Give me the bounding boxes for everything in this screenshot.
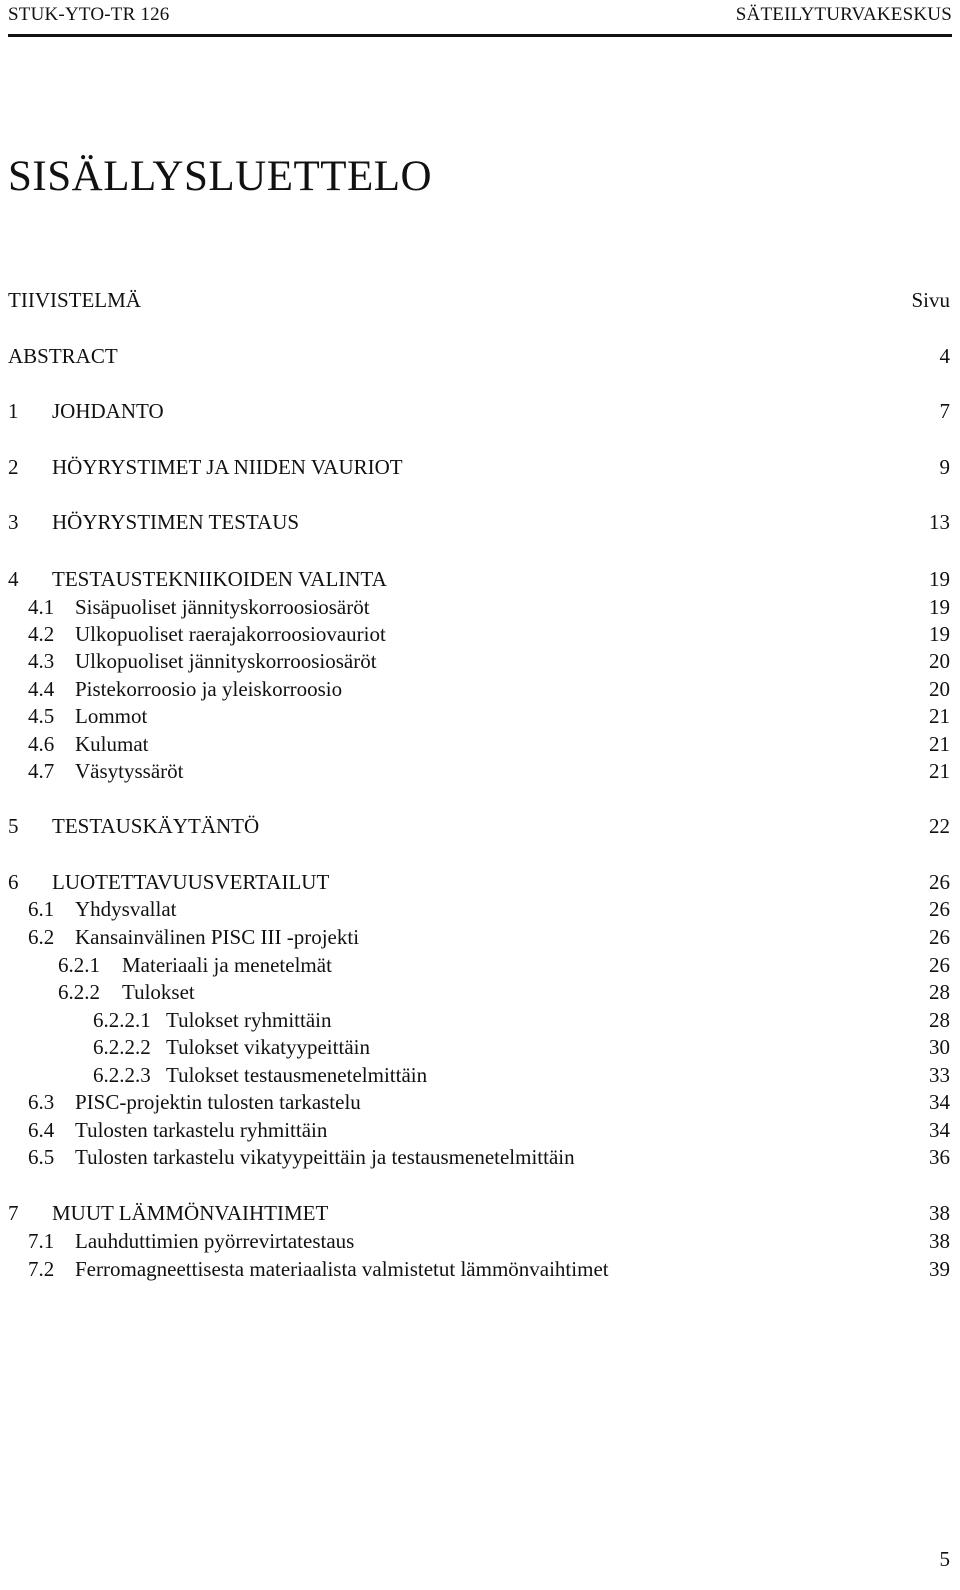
toc-entry-page: 4 bbox=[939, 344, 950, 368]
toc-entry-page: 20 bbox=[929, 649, 950, 673]
toc-entry bbox=[8, 1034, 950, 1060]
toc-entry-number: 4.1 bbox=[28, 595, 55, 619]
toc-entry-page: 19 bbox=[929, 595, 950, 619]
page-number: 5 bbox=[939, 1547, 950, 1571]
toc-entry-number: 5 bbox=[8, 814, 19, 838]
toc-entry-page: 7 bbox=[939, 399, 950, 423]
toc-entry-page: 19 bbox=[929, 622, 950, 646]
toc-entry bbox=[8, 1089, 950, 1115]
toc-entry-number: 4.3 bbox=[28, 649, 55, 673]
toc-entry bbox=[8, 813, 950, 839]
toc-entry-page: 26 bbox=[929, 870, 950, 894]
toc-entry-number: 4.4 bbox=[28, 677, 55, 701]
toc-entry-title: ABSTRACT bbox=[8, 344, 118, 368]
toc-entry-number: 4.5 bbox=[28, 704, 55, 728]
toc-entry-number: 6.4 bbox=[28, 1118, 55, 1142]
toc-entry-page: 19 bbox=[929, 567, 950, 591]
toc-entry-page: 9 bbox=[939, 455, 950, 479]
toc-entry-number: 6.2.2 bbox=[58, 980, 100, 1004]
toc-entry-title: Väsytyssäröt bbox=[75, 759, 184, 783]
toc-entry-title: Ulkopuoliset jännityskorroosiosäröt bbox=[75, 649, 377, 673]
toc-entry bbox=[8, 454, 950, 480]
toc-entry-title: Ulkopuoliset raerajakorroosiovauriot bbox=[75, 622, 386, 646]
toc-entry bbox=[8, 1256, 950, 1282]
toc-entry-title: Lommot bbox=[75, 704, 148, 728]
toc-entry bbox=[8, 869, 950, 895]
toc-entry-page: 34 bbox=[929, 1090, 950, 1114]
toc-entry-number: 4.6 bbox=[28, 732, 55, 756]
toc-entry-number: 6.2.2.2 bbox=[93, 1035, 151, 1059]
toc-entry-title: Tulosten tarkastelu ryhmittäin bbox=[75, 1118, 328, 1142]
toc-entry-title: Kulumat bbox=[75, 732, 149, 756]
toc-entry-number: 6.2 bbox=[28, 925, 55, 949]
toc-entry-page: 13 bbox=[929, 510, 950, 534]
toc-entry-title: Tulokset ryhmittäin bbox=[166, 1008, 332, 1032]
toc-entry-number: 7.2 bbox=[28, 1257, 55, 1281]
toc-entry-page: 28 bbox=[929, 980, 950, 1004]
toc-entry-page: 21 bbox=[929, 732, 950, 756]
toc-entry-number: 6.2.2.3 bbox=[93, 1063, 151, 1087]
toc-entry-number: 4.7 bbox=[28, 759, 55, 783]
toc-entry bbox=[8, 594, 950, 620]
header-rule bbox=[8, 34, 952, 37]
toc-entry-title: TIIVISTELMÄ bbox=[8, 288, 141, 312]
toc-entry-title: Pistekorroosio ja yleiskorroosio bbox=[75, 677, 343, 701]
toc-entry-number: 2 bbox=[8, 455, 19, 479]
toc-entry bbox=[8, 896, 950, 922]
toc-entry-page: 21 bbox=[929, 759, 950, 783]
toc-entry-page: 39 bbox=[929, 1257, 950, 1281]
toc-entry-page: 21 bbox=[929, 704, 950, 728]
toc-entry-page: 38 bbox=[929, 1229, 950, 1253]
toc-entry-page: 26 bbox=[929, 925, 950, 949]
toc-entry-page: 30 bbox=[929, 1035, 950, 1059]
toc-entry bbox=[8, 1007, 950, 1033]
toc-entry-title: MUUT LÄMMÖNVAIHTIMET bbox=[52, 1201, 329, 1225]
toc-entry-page: 36 bbox=[929, 1145, 950, 1169]
toc-entry bbox=[8, 343, 950, 369]
toc-entry-number: 6 bbox=[8, 870, 19, 894]
toc-entry-number: 3 bbox=[8, 510, 19, 534]
toc-entry-number: 6.2.1 bbox=[58, 953, 100, 977]
toc-entry-title: TESTAUSKÄYTÄNTÖ bbox=[52, 814, 260, 838]
toc-entry bbox=[8, 979, 950, 1005]
toc-entry-title: Yhdysvallat bbox=[75, 897, 177, 921]
toc-entry bbox=[8, 952, 950, 978]
toc-entry bbox=[8, 509, 950, 535]
toc-entry-page: 20 bbox=[929, 677, 950, 701]
toc-entry bbox=[8, 1117, 950, 1143]
toc-entry bbox=[8, 1062, 950, 1088]
running-header-right: SÄTEILYTURVAKESKUS bbox=[735, 4, 952, 25]
toc-entry-number: 6.5 bbox=[28, 1145, 55, 1169]
toc-entry-number: 4.2 bbox=[28, 622, 55, 646]
toc-entry bbox=[8, 703, 950, 729]
toc-entry bbox=[8, 1200, 950, 1226]
toc-entry-number: 6.1 bbox=[28, 897, 55, 921]
toc-entry-title: Lauhduttimien pyörrevirtatestaus bbox=[75, 1229, 355, 1253]
toc-entry bbox=[8, 566, 950, 592]
running-header-left: STUK-YTO-TR 126 bbox=[8, 4, 170, 25]
toc-entry bbox=[8, 621, 950, 647]
toc-entry bbox=[8, 648, 950, 674]
toc-entry-title: HÖYRYSTIMET JA NIIDEN VAURIOT bbox=[52, 455, 403, 479]
toc-entry-title: Kansainvälinen PISC III -projekti bbox=[75, 925, 360, 949]
toc-entry bbox=[8, 731, 950, 757]
toc-entry-title: Tulosten tarkastelu vikatyypeittäin ja testausmenetelmittäin bbox=[75, 1145, 575, 1169]
toc-entry-page: 28 bbox=[929, 1008, 950, 1032]
toc-entry-page: 26 bbox=[929, 953, 950, 977]
toc-entry-number: 6.3 bbox=[28, 1090, 55, 1114]
toc-entry-page: 34 bbox=[929, 1118, 950, 1142]
toc-entry-number: 4 bbox=[8, 567, 19, 591]
toc-entry bbox=[8, 758, 950, 784]
toc-entry-title: Tulokset testausmenetelmittäin bbox=[166, 1063, 428, 1087]
toc-entry bbox=[8, 924, 950, 950]
toc-entry-number: 7 bbox=[8, 1201, 19, 1225]
page-title: SISÄLLYSLUETTELO bbox=[8, 153, 433, 200]
toc-entry-title: PISC-projektin tulosten tarkastelu bbox=[75, 1090, 361, 1114]
toc-entry-number: 1 bbox=[8, 399, 19, 423]
toc-entry bbox=[8, 398, 950, 424]
toc-entry-title: Tulokset vikatyypeittäin bbox=[166, 1035, 370, 1059]
toc-entry bbox=[8, 1144, 950, 1170]
toc-entry bbox=[8, 1228, 950, 1254]
toc-entry-page: 22 bbox=[929, 814, 950, 838]
toc-entry-title: Tulokset bbox=[122, 980, 195, 1004]
toc-entry-page: 26 bbox=[929, 897, 950, 921]
page-column-label: Sivu bbox=[911, 288, 950, 312]
toc-entry-title: Sisäpuoliset jännityskorroosiosäröt bbox=[75, 595, 370, 619]
toc-entry-title: TESTAUSTEKNIIKOIDEN VALINTA bbox=[52, 567, 387, 591]
toc-entry-page: 33 bbox=[929, 1063, 950, 1087]
toc-entry-title: JOHDANTO bbox=[52, 399, 164, 423]
toc-entry-number: 6.2.2.1 bbox=[93, 1008, 151, 1032]
toc-entry-title: LUOTETTAVUUSVERTAILUT bbox=[52, 870, 330, 894]
toc-entry bbox=[8, 676, 950, 702]
toc-entry bbox=[8, 287, 950, 313]
toc-entry-page: 38 bbox=[929, 1201, 950, 1225]
toc-entry-title: Ferromagneettisesta materiaalista valmistetut lämmönvaihtimet bbox=[75, 1257, 609, 1281]
toc-entry-number: 7.1 bbox=[28, 1229, 55, 1253]
toc-entry-title: HÖYRYSTIMEN TESTAUS bbox=[52, 510, 300, 534]
toc-entry-title: Materiaali ja menetelmät bbox=[122, 953, 332, 977]
